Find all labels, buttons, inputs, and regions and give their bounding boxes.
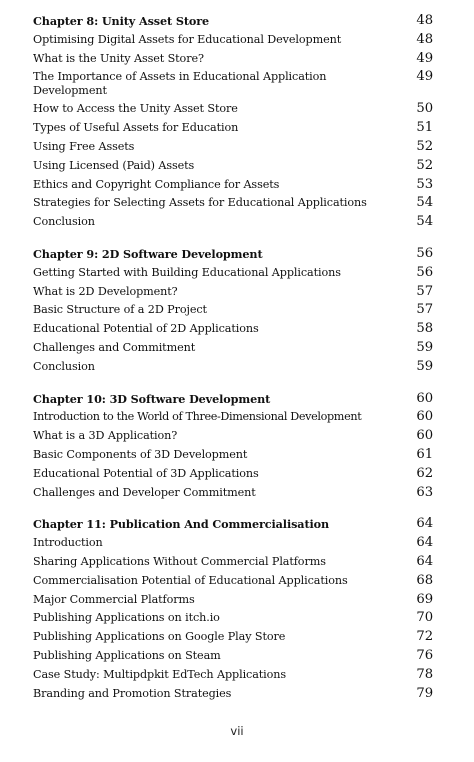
entry-title: Conclusion bbox=[33, 359, 95, 373]
chapter-heading[interactable] bbox=[33, 245, 433, 264]
chapter-10-section bbox=[33, 390, 433, 503]
chapter-title: Chapter 11: Publication And Commercialisation bbox=[33, 517, 330, 532]
toc-entry[interactable] bbox=[33, 194, 433, 213]
toc-entry[interactable] bbox=[33, 666, 433, 685]
chapter-title: Chapter 10: 3D Software Development bbox=[33, 391, 271, 406]
toc-entry[interactable] bbox=[33, 534, 433, 553]
page-footer-number: vii bbox=[230, 724, 244, 738]
page-number: 52 bbox=[416, 157, 433, 173]
page-number: 72 bbox=[416, 629, 433, 645]
toc-entry[interactable] bbox=[33, 339, 433, 358]
entry-title: What is the Unity Asset Store? bbox=[33, 51, 204, 65]
page-number: 69 bbox=[416, 591, 433, 607]
page-number: 50 bbox=[416, 101, 433, 117]
entry-title: Using Free Assets bbox=[33, 139, 135, 153]
toc-entry[interactable] bbox=[33, 484, 433, 503]
toc-entry[interactable] bbox=[33, 647, 433, 666]
toc-entry[interactable] bbox=[33, 283, 433, 302]
chapter-9-section bbox=[33, 245, 433, 377]
page-number: 52 bbox=[416, 138, 433, 154]
page-number: 51 bbox=[416, 120, 433, 136]
page-number: 54 bbox=[416, 214, 433, 230]
entry-title: Publishing Applications on Google Play Store bbox=[33, 630, 286, 644]
toc-entry[interactable] bbox=[33, 119, 433, 138]
toc-entry[interactable] bbox=[33, 176, 433, 195]
entry-title: Publishing Applications on itch.io bbox=[33, 611, 220, 625]
toc-entry[interactable] bbox=[33, 446, 433, 465]
entry-title: Introduction bbox=[33, 536, 103, 550]
chapter-heading[interactable] bbox=[33, 12, 433, 31]
page-number: 57 bbox=[416, 302, 433, 318]
page-number: 53 bbox=[416, 176, 433, 192]
entry-title: Strategies for Selecting Assets for Educational Applications bbox=[33, 196, 367, 210]
entry-title: Basic Structure of a 2D Project bbox=[33, 303, 207, 317]
entry-title: How to Access the Unity Asset Store bbox=[33, 102, 238, 116]
toc-entry[interactable] bbox=[33, 320, 433, 339]
toc-entry[interactable] bbox=[33, 685, 433, 704]
chapter-heading[interactable] bbox=[33, 390, 433, 409]
table-of-contents bbox=[33, 12, 433, 703]
toc-entry[interactable] bbox=[33, 100, 433, 119]
toc-entry[interactable] bbox=[33, 68, 433, 100]
toc-entry[interactable] bbox=[33, 553, 433, 572]
page-number: 64 bbox=[416, 553, 433, 569]
toc-entry[interactable] bbox=[33, 31, 433, 50]
toc-entry[interactable] bbox=[33, 157, 433, 176]
entry-title: Basic Components of 3D Development bbox=[33, 447, 248, 461]
entry-title: Case Study: Multipdpkit EdTech Applications bbox=[33, 667, 287, 681]
page-number: 59 bbox=[416, 339, 433, 355]
entry-title: Educational Potential of 2D Applications bbox=[33, 322, 259, 336]
entry-title: Using Licensed (Paid) Assets bbox=[33, 158, 195, 172]
page-number: 49 bbox=[416, 69, 433, 85]
page-number: 59 bbox=[416, 358, 433, 374]
entry-title: Optimising Digital Assets for Educational Development bbox=[33, 32, 342, 46]
entry-title: The Importance of Assets in Educational Application Development bbox=[33, 70, 327, 98]
entry-title: Major Commercial Platforms bbox=[33, 592, 195, 606]
entry-title: Types of Useful Assets for Education bbox=[33, 121, 239, 135]
page-number: 56 bbox=[416, 264, 433, 280]
toc-entry[interactable] bbox=[33, 358, 433, 377]
page-number: 54 bbox=[416, 195, 433, 211]
entry-title: What is 2D Development? bbox=[33, 284, 178, 298]
toc-entry[interactable] bbox=[33, 609, 433, 628]
entry-title: Commercialisation Potential of Educational Applications bbox=[33, 573, 348, 587]
chapter-heading[interactable] bbox=[33, 515, 433, 534]
entry-title: Challenges and Commitment bbox=[33, 340, 196, 354]
toc-entry[interactable] bbox=[33, 628, 433, 647]
entry-title: Getting Started with Building Educational Applications bbox=[33, 265, 341, 279]
page-number: 76 bbox=[416, 647, 433, 663]
page-number: 60 bbox=[416, 409, 433, 425]
page-number: 63 bbox=[416, 484, 433, 500]
toc-entry[interactable] bbox=[33, 301, 433, 320]
page-number: 68 bbox=[416, 572, 433, 588]
toc-entry[interactable] bbox=[33, 213, 433, 232]
toc-entry[interactable] bbox=[33, 50, 433, 69]
toc-entry[interactable] bbox=[33, 408, 433, 427]
entry-title: Branding and Promotion Strategies bbox=[33, 686, 232, 700]
page-number: 79 bbox=[416, 685, 433, 701]
page-number: 61 bbox=[416, 446, 433, 462]
entry-title: Challenges and Developer Commitment bbox=[33, 485, 256, 499]
page-number: 64 bbox=[416, 516, 433, 532]
page-number: 48 bbox=[416, 13, 433, 28]
entry-title: What is a 3D Application? bbox=[33, 429, 178, 443]
page-number: 48 bbox=[416, 31, 433, 47]
toc-entry[interactable] bbox=[33, 264, 433, 283]
page-number: 56 bbox=[416, 245, 433, 261]
chapter-8-section bbox=[33, 12, 433, 232]
toc-entry[interactable] bbox=[33, 427, 433, 446]
page-number: 57 bbox=[416, 283, 433, 299]
page-number: 62 bbox=[416, 465, 433, 481]
entry-title: Sharing Applications Without Commercial Platforms bbox=[33, 554, 326, 568]
toc-entry[interactable] bbox=[33, 138, 433, 157]
entry-title: Ethics and Copyright Compliance for Assets bbox=[33, 177, 280, 191]
page-number: 60 bbox=[416, 390, 433, 406]
page-number: 64 bbox=[416, 535, 433, 551]
page-number: 78 bbox=[416, 666, 433, 682]
chapter-title: Chapter 9: 2D Software Development bbox=[33, 246, 263, 261]
entry-title: Introduction to the World of Three-Dimensional Development bbox=[33, 410, 362, 424]
page-number: 49 bbox=[416, 50, 433, 66]
toc-entry[interactable] bbox=[33, 572, 433, 591]
toc-entry[interactable] bbox=[33, 591, 433, 610]
entry-title: Conclusion bbox=[33, 215, 95, 229]
entry-title: Publishing Applications on Steam bbox=[33, 648, 221, 662]
toc-entry[interactable] bbox=[33, 465, 433, 484]
page-number: 60 bbox=[416, 428, 433, 444]
chapter-11-section bbox=[33, 515, 433, 703]
chapter-title: Chapter 8: Unity Asset Store bbox=[33, 14, 210, 28]
page-number: 70 bbox=[416, 610, 433, 626]
entry-title: Educational Potential of 3D Applications bbox=[33, 466, 259, 480]
page-number: 58 bbox=[416, 321, 433, 337]
